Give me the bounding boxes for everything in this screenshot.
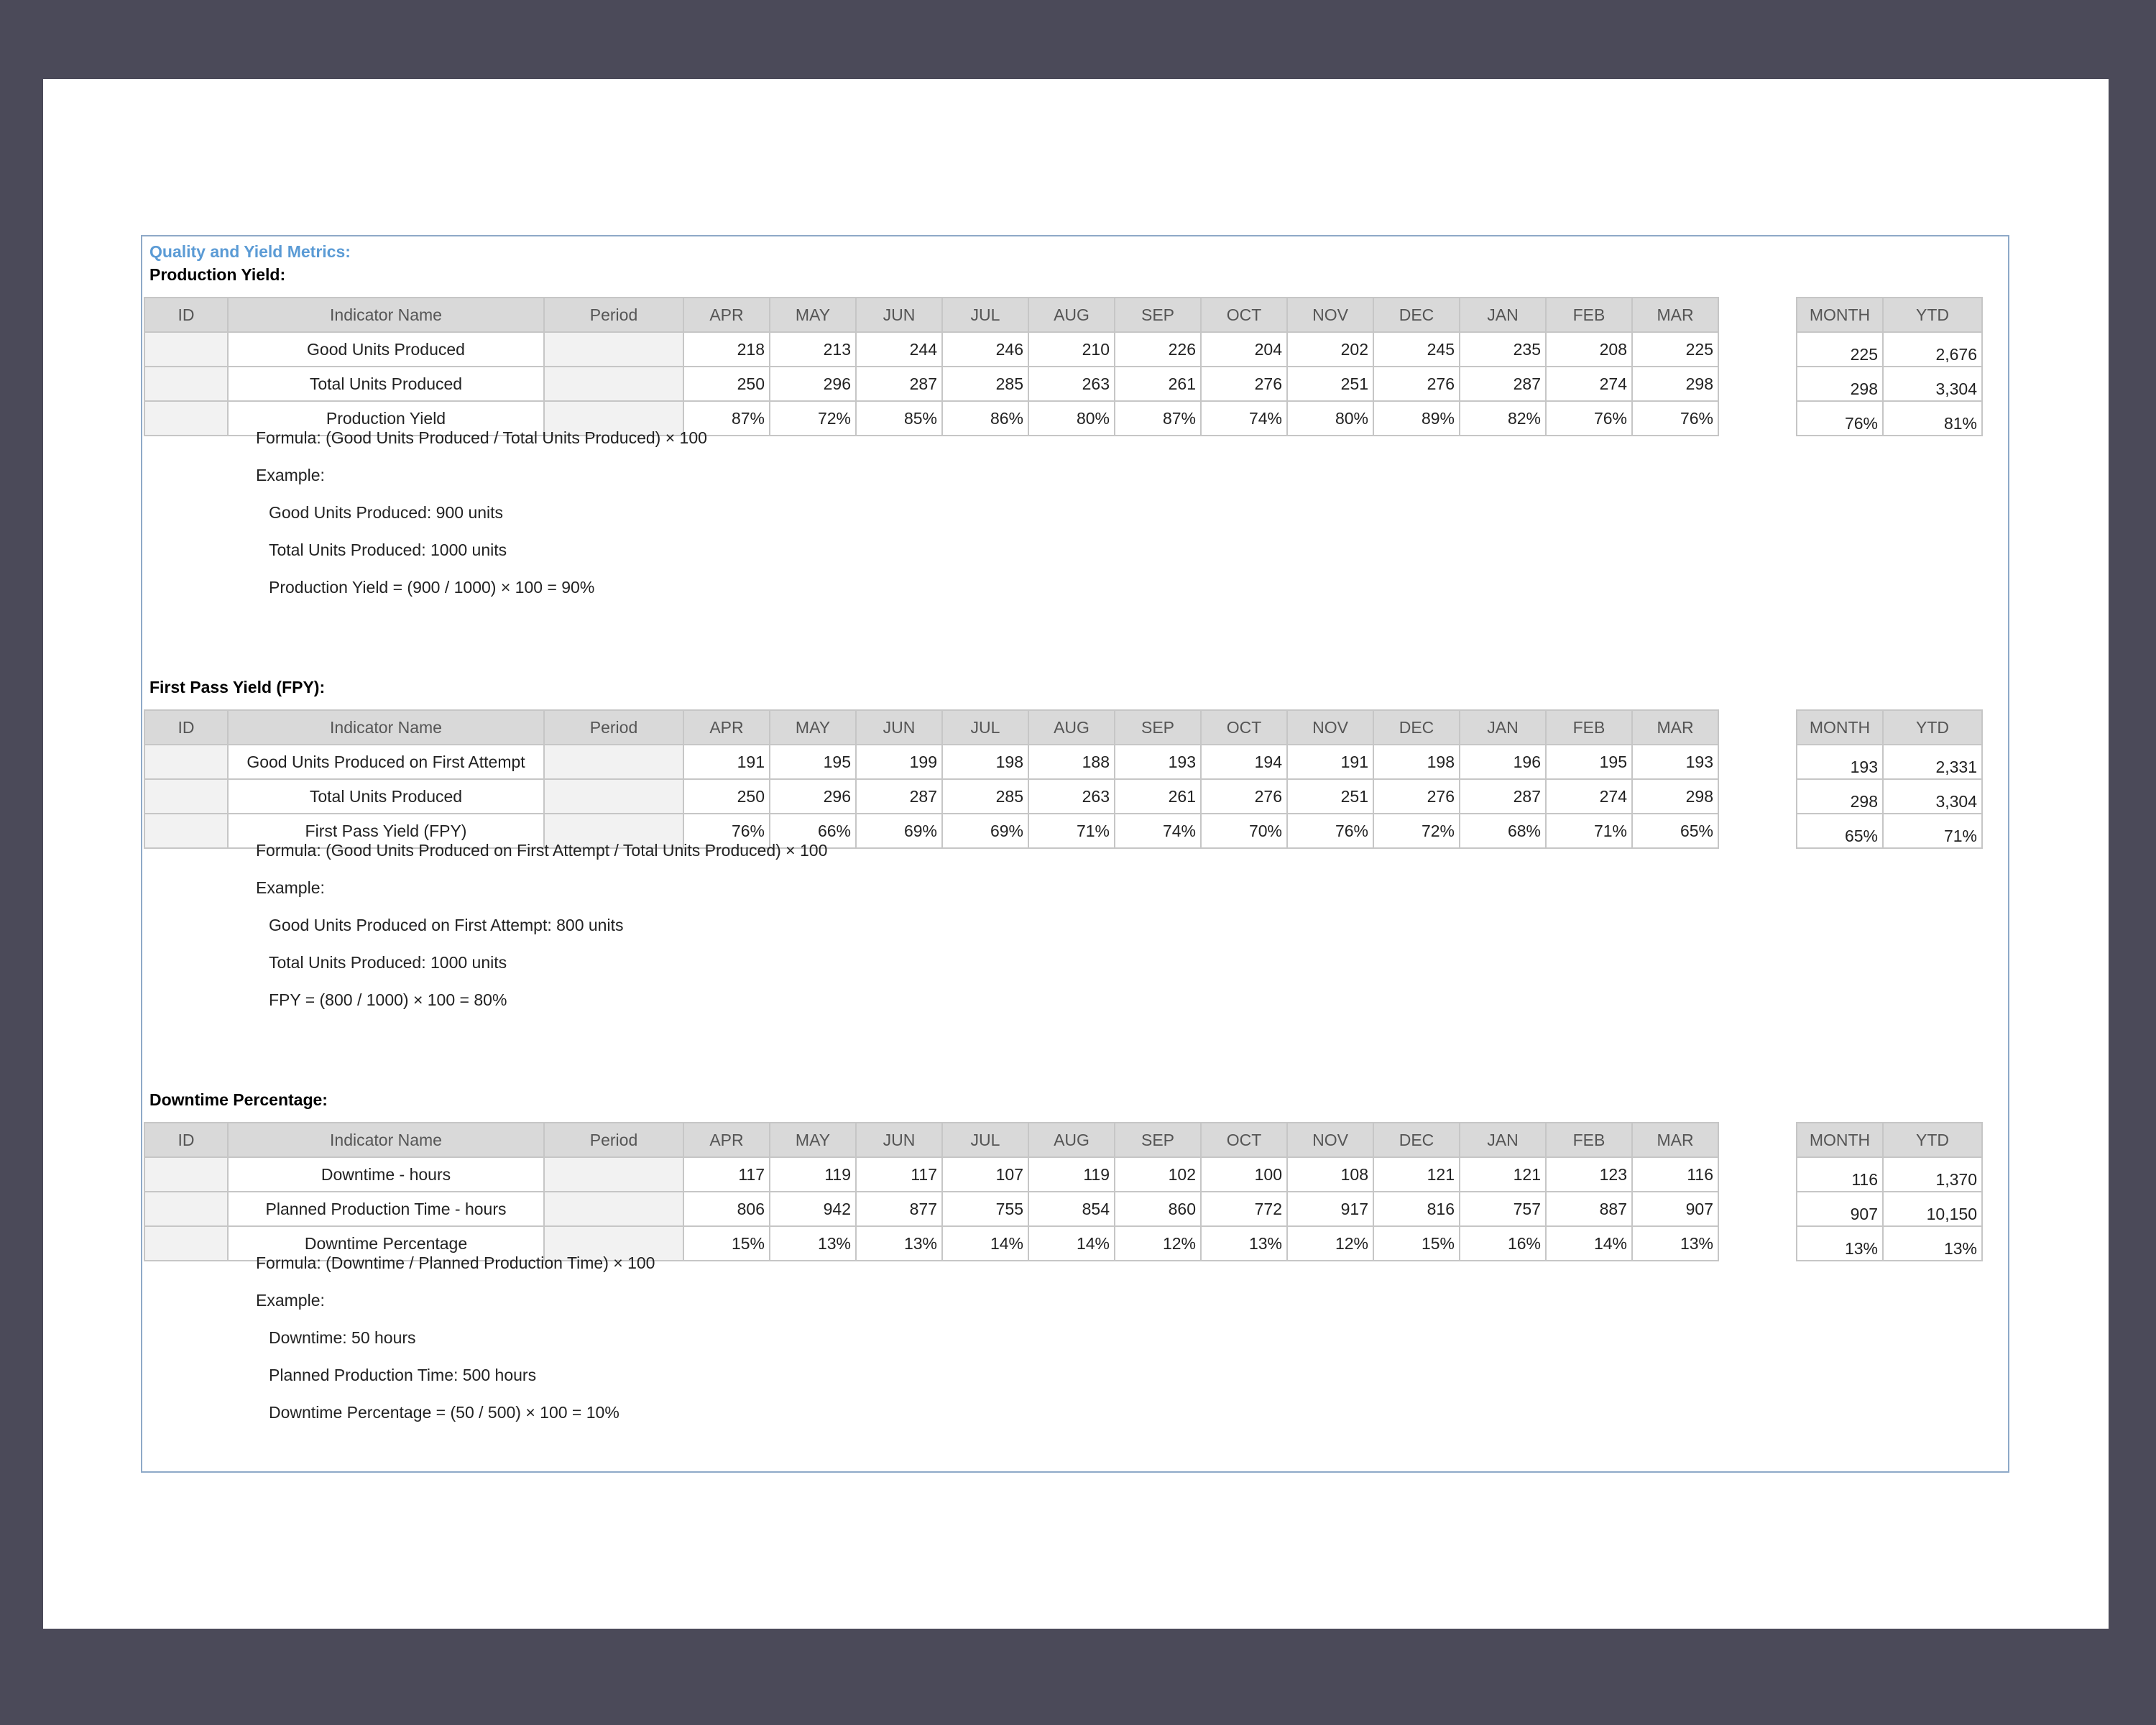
month-cell[interactable]: 76% xyxy=(1797,401,1883,436)
value-cell[interactable]: 246 xyxy=(942,332,1028,367)
header-month: AUG xyxy=(1028,1123,1115,1157)
value-cell[interactable]: 69% xyxy=(856,814,942,848)
value-cell[interactable]: 772 xyxy=(1201,1192,1287,1226)
value-cell[interactable]: 13% xyxy=(1201,1226,1287,1261)
summary-row xyxy=(1797,1192,1982,1226)
header-month: FEB xyxy=(1546,1123,1632,1157)
value-cell[interactable]: 14% xyxy=(942,1226,1028,1261)
table-row xyxy=(144,1157,1718,1192)
downtime-percentage-title: Downtime Percentage: xyxy=(149,1090,328,1109)
indicator-name-cell[interactable]: Downtime - hours xyxy=(228,1157,544,1192)
summary-header-row xyxy=(1797,710,1982,745)
period-cell[interactable] xyxy=(544,367,683,401)
document-page xyxy=(43,79,2109,1629)
header-month: JUN xyxy=(856,298,942,332)
value-cell[interactable]: 276 xyxy=(1201,779,1287,814)
value-cell[interactable]: 907 xyxy=(1632,1192,1718,1226)
ytd-cell[interactable]: 81% xyxy=(1883,401,1982,436)
header-indicator-name: Indicator Name xyxy=(228,710,544,745)
value-cell[interactable]: 194 xyxy=(1201,745,1287,779)
value-cell[interactable]: 86% xyxy=(942,401,1028,436)
summary-row xyxy=(1797,401,1982,436)
header-month: MAY xyxy=(770,1123,856,1157)
summary-header-row xyxy=(1797,1123,1982,1157)
value-cell[interactable]: 76% xyxy=(1546,401,1632,436)
header-month: MAR xyxy=(1632,710,1718,745)
header-month: APR xyxy=(683,1123,770,1157)
header-month: OCT xyxy=(1201,1123,1287,1157)
header-month: DEC xyxy=(1373,1123,1460,1157)
value-cell[interactable]: 196 xyxy=(1460,745,1546,779)
example-line: Total Units Produced: 1000 units xyxy=(269,540,507,559)
value-cell[interactable]: 191 xyxy=(683,745,770,779)
value-cell[interactable]: 14% xyxy=(1028,1226,1115,1261)
value-cell[interactable]: 74% xyxy=(1115,814,1201,848)
header-month-total: MONTH xyxy=(1797,298,1883,332)
value-cell[interactable]: 195 xyxy=(1546,745,1632,779)
example-line: FPY = (800 / 1000) × 100 = 80% xyxy=(269,990,507,1009)
header-month: SEP xyxy=(1115,1123,1201,1157)
value-cell[interactable]: 263 xyxy=(1028,779,1115,814)
header-month: OCT xyxy=(1201,298,1287,332)
value-cell[interactable]: 71% xyxy=(1028,814,1115,848)
month-cell[interactable]: 298 xyxy=(1797,779,1883,814)
value-cell[interactable]: 263 xyxy=(1028,367,1115,401)
first-pass-yield-summary-table xyxy=(1796,709,1983,849)
table-row xyxy=(144,332,1718,367)
month-cell[interactable]: 116 xyxy=(1797,1157,1883,1192)
header-month: SEP xyxy=(1115,710,1201,745)
indicator-name-cell[interactable]: Total Units Produced xyxy=(228,779,544,814)
month-cell[interactable]: 13% xyxy=(1797,1226,1883,1261)
value-cell[interactable]: 198 xyxy=(1373,745,1460,779)
header-indicator-name: Indicator Name xyxy=(228,298,544,332)
formula-text: Formula: (Downtime / Planned Production Time) × 100 xyxy=(256,1254,655,1272)
value-cell[interactable]: 116 xyxy=(1632,1157,1718,1192)
production-yield-title: Production Yield: xyxy=(149,265,286,284)
value-cell[interactable]: 89% xyxy=(1373,401,1460,436)
production-yield-table xyxy=(144,297,1719,436)
indicator-name-cell[interactable]: Production Yield xyxy=(228,401,544,436)
header-month: NOV xyxy=(1287,1123,1373,1157)
header-month: OCT xyxy=(1201,710,1287,745)
metrics-frame xyxy=(141,235,2009,1473)
header-month: NOV xyxy=(1287,710,1373,745)
header-month: JUN xyxy=(856,710,942,745)
ytd-cell[interactable]: 10,150 xyxy=(1883,1192,1982,1226)
value-cell[interactable]: 123 xyxy=(1546,1157,1632,1192)
id-cell[interactable] xyxy=(144,745,228,779)
page-title: Quality and Yield Metrics: xyxy=(149,242,351,261)
value-cell[interactable]: 287 xyxy=(856,367,942,401)
summary-row xyxy=(1797,814,1982,848)
value-cell[interactable]: 193 xyxy=(1115,745,1201,779)
table-row xyxy=(144,745,1718,779)
header-month: JAN xyxy=(1460,1123,1546,1157)
value-cell[interactable]: 15% xyxy=(683,1226,770,1261)
table-row xyxy=(144,1192,1718,1226)
ytd-cell[interactable]: 3,304 xyxy=(1883,779,1982,814)
value-cell[interactable]: 296 xyxy=(770,779,856,814)
example-label: Example: xyxy=(256,466,325,484)
value-cell[interactable]: 65% xyxy=(1632,814,1718,848)
value-cell[interactable]: 274 xyxy=(1546,779,1632,814)
value-cell[interactable]: 80% xyxy=(1028,401,1115,436)
header-month-total: MONTH xyxy=(1797,710,1883,745)
value-cell[interactable]: 942 xyxy=(770,1192,856,1226)
id-cell[interactable] xyxy=(144,1226,228,1261)
indicator-name-cell[interactable]: Downtime Percentage xyxy=(228,1226,544,1261)
value-cell[interactable]: 71% xyxy=(1546,814,1632,848)
value-cell[interactable]: 74% xyxy=(1201,401,1287,436)
value-cell[interactable]: 191 xyxy=(1287,745,1373,779)
id-cell[interactable] xyxy=(144,1157,228,1192)
value-cell[interactable]: 285 xyxy=(942,779,1028,814)
value-cell[interactable]: 13% xyxy=(770,1226,856,1261)
table-header-row xyxy=(144,710,1718,745)
downtime-percentage-summary-table xyxy=(1796,1122,1983,1261)
value-cell[interactable]: 276 xyxy=(1201,367,1287,401)
ytd-cell[interactable]: 2,676 xyxy=(1883,332,1982,367)
header-month: FEB xyxy=(1546,298,1632,332)
header-month: APR xyxy=(683,710,770,745)
value-cell[interactable]: 213 xyxy=(770,332,856,367)
value-cell[interactable]: 276 xyxy=(1373,779,1460,814)
table-row xyxy=(144,367,1718,401)
value-cell[interactable]: 117 xyxy=(856,1157,942,1192)
value-cell[interactable]: 757 xyxy=(1460,1192,1546,1226)
value-cell[interactable]: 72% xyxy=(770,401,856,436)
value-cell[interactable]: 917 xyxy=(1287,1192,1373,1226)
example-label: Example: xyxy=(256,878,325,897)
formula-text: Formula: (Good Units Produced on First Attempt / Total Units Produced) × 100 xyxy=(256,841,828,860)
value-cell[interactable]: 198 xyxy=(942,745,1028,779)
value-cell[interactable]: 235 xyxy=(1460,332,1546,367)
value-cell[interactable]: 80% xyxy=(1287,401,1373,436)
summary-header-row xyxy=(1797,298,1982,332)
header-month: JUL xyxy=(942,710,1028,745)
header-period: Period xyxy=(544,298,683,332)
value-cell[interactable]: 12% xyxy=(1115,1226,1201,1261)
value-cell[interactable]: 85% xyxy=(856,401,942,436)
value-cell[interactable]: 76% xyxy=(1632,401,1718,436)
header-month: MAY xyxy=(770,710,856,745)
example-line: Good Units Produced on First Attempt: 800 units xyxy=(269,916,624,934)
indicator-name-cell[interactable]: Planned Production Time - hours xyxy=(228,1192,544,1226)
value-cell[interactable]: 244 xyxy=(856,332,942,367)
value-cell[interactable]: 188 xyxy=(1028,745,1115,779)
indicator-name-cell[interactable]: First Pass Yield (FPY) xyxy=(228,814,544,848)
summary-row xyxy=(1797,1157,1982,1192)
month-cell[interactable]: 65% xyxy=(1797,814,1883,848)
value-cell[interactable]: 72% xyxy=(1373,814,1460,848)
header-month: JAN xyxy=(1460,298,1546,332)
summary-row xyxy=(1797,779,1982,814)
value-cell[interactable]: 208 xyxy=(1546,332,1632,367)
value-cell[interactable]: 296 xyxy=(770,367,856,401)
value-cell[interactable]: 193 xyxy=(1632,745,1718,779)
month-cell[interactable]: 907 xyxy=(1797,1192,1883,1226)
header-month: JUN xyxy=(856,1123,942,1157)
first-pass-yield-notes xyxy=(256,832,827,1018)
indicator-name-cell[interactable]: Good Units Produced on First Attempt xyxy=(228,745,544,779)
period-cell[interactable] xyxy=(544,1192,683,1226)
ytd-cell[interactable]: 71% xyxy=(1883,814,1982,848)
id-cell[interactable] xyxy=(144,1192,228,1226)
header-ytd: YTD xyxy=(1883,710,1982,745)
value-cell[interactable]: 15% xyxy=(1373,1226,1460,1261)
example-line: Good Units Produced: 900 units xyxy=(269,503,504,522)
example-label: Example: xyxy=(256,1291,325,1310)
header-month-total: MONTH xyxy=(1797,1123,1883,1157)
ytd-cell[interactable]: 2,331 xyxy=(1883,745,1982,779)
value-cell[interactable]: 261 xyxy=(1115,779,1201,814)
id-cell[interactable] xyxy=(144,367,228,401)
example-line: Total Units Produced: 1000 units xyxy=(269,953,507,972)
id-cell[interactable] xyxy=(144,332,228,367)
downtime-percentage-notes xyxy=(256,1244,655,1431)
value-cell[interactable]: 66% xyxy=(770,814,856,848)
ytd-cell[interactable]: 3,304 xyxy=(1883,367,1982,401)
value-cell[interactable]: 195 xyxy=(770,745,856,779)
summary-row xyxy=(1797,332,1982,367)
value-cell[interactable]: 274 xyxy=(1546,367,1632,401)
table-row xyxy=(144,779,1718,814)
value-cell[interactable]: 69% xyxy=(942,814,1028,848)
value-cell[interactable]: 225 xyxy=(1632,332,1718,367)
value-cell[interactable]: 204 xyxy=(1201,332,1287,367)
month-cell[interactable]: 225 xyxy=(1797,332,1883,367)
value-cell[interactable]: 76% xyxy=(1287,814,1373,848)
value-cell[interactable]: 285 xyxy=(942,367,1028,401)
value-cell[interactable]: 250 xyxy=(683,367,770,401)
header-month: DEC xyxy=(1373,298,1460,332)
value-cell[interactable]: 877 xyxy=(856,1192,942,1226)
example-line: Downtime Percentage = (50 / 500) × 100 = 10% xyxy=(269,1403,619,1422)
value-cell[interactable]: 87% xyxy=(1115,401,1201,436)
value-cell[interactable]: 199 xyxy=(856,745,942,779)
value-cell[interactable]: 13% xyxy=(856,1226,942,1261)
header-month: FEB xyxy=(1546,710,1632,745)
table-header-row xyxy=(144,298,1718,332)
header-month: MAR xyxy=(1632,1123,1718,1157)
header-period: Period xyxy=(544,1123,683,1157)
value-cell[interactable]: 251 xyxy=(1287,367,1373,401)
indicator-name-cell[interactable]: Total Units Produced xyxy=(228,367,544,401)
value-cell[interactable]: 298 xyxy=(1632,779,1718,814)
value-cell[interactable]: 755 xyxy=(942,1192,1028,1226)
id-cell[interactable] xyxy=(144,401,228,436)
period-cell[interactable] xyxy=(544,1157,683,1192)
period-cell[interactable] xyxy=(544,745,683,779)
value-cell[interactable]: 287 xyxy=(1460,367,1546,401)
value-cell[interactable]: 250 xyxy=(683,779,770,814)
summary-row xyxy=(1797,367,1982,401)
value-cell[interactable]: 14% xyxy=(1546,1226,1632,1261)
value-cell[interactable]: 108 xyxy=(1287,1157,1373,1192)
value-cell[interactable]: 12% xyxy=(1287,1226,1373,1261)
header-period: Period xyxy=(544,710,683,745)
value-cell[interactable]: 68% xyxy=(1460,814,1546,848)
summary-row xyxy=(1797,1226,1982,1261)
value-cell[interactable]: 102 xyxy=(1115,1157,1201,1192)
value-cell[interactable]: 276 xyxy=(1373,367,1460,401)
header-month: AUG xyxy=(1028,298,1115,332)
value-cell[interactable]: 218 xyxy=(683,332,770,367)
example-line: Downtime: 50 hours xyxy=(269,1328,416,1347)
header-month: JUL xyxy=(942,1123,1028,1157)
value-cell[interactable]: 70% xyxy=(1201,814,1287,848)
value-cell[interactable]: 854 xyxy=(1028,1192,1115,1226)
value-cell[interactable]: 816 xyxy=(1373,1192,1460,1226)
example-line: Planned Production Time: 500 hours xyxy=(269,1366,537,1384)
period-cell[interactable] xyxy=(544,332,683,367)
header-month: MAR xyxy=(1632,298,1718,332)
header-id: ID xyxy=(144,710,228,745)
first-pass-yield-table xyxy=(144,709,1719,849)
value-cell[interactable]: 13% xyxy=(1632,1226,1718,1261)
value-cell[interactable]: 202 xyxy=(1287,332,1373,367)
header-month: NOV xyxy=(1287,298,1373,332)
value-cell[interactable]: 251 xyxy=(1287,779,1373,814)
value-cell[interactable]: 287 xyxy=(856,779,942,814)
header-ytd: YTD xyxy=(1883,298,1982,332)
header-month: SEP xyxy=(1115,298,1201,332)
value-cell[interactable]: 119 xyxy=(1028,1157,1115,1192)
header-month: JAN xyxy=(1460,710,1546,745)
value-cell[interactable]: 119 xyxy=(770,1157,856,1192)
value-cell[interactable]: 210 xyxy=(1028,332,1115,367)
header-month: MAY xyxy=(770,298,856,332)
header-month: APR xyxy=(683,298,770,332)
formula-text: Formula: (Good Units Produced / Total Units Produced) × 100 xyxy=(256,428,707,447)
value-cell[interactable]: 121 xyxy=(1460,1157,1546,1192)
production-yield-notes xyxy=(256,419,707,606)
value-cell[interactable]: 806 xyxy=(683,1192,770,1226)
example-line: Production Yield = (900 / 1000) × 100 = 90% xyxy=(269,578,595,597)
id-cell[interactable] xyxy=(144,814,228,848)
production-yield-summary-table xyxy=(1796,297,1983,436)
indicator-name-cell[interactable]: Good Units Produced xyxy=(228,332,544,367)
table-header-row xyxy=(144,1123,1718,1157)
header-month: AUG xyxy=(1028,710,1115,745)
month-cell[interactable]: 298 xyxy=(1797,367,1883,401)
value-cell[interactable]: 245 xyxy=(1373,332,1460,367)
id-cell[interactable] xyxy=(144,779,228,814)
value-cell[interactable]: 87% xyxy=(683,401,770,436)
value-cell[interactable]: 261 xyxy=(1115,367,1201,401)
header-ytd: YTD xyxy=(1883,1123,1982,1157)
first-pass-yield-title: First Pass Yield (FPY): xyxy=(149,678,326,696)
value-cell[interactable]: 16% xyxy=(1460,1226,1546,1261)
value-cell[interactable]: 287 xyxy=(1460,779,1546,814)
period-cell[interactable] xyxy=(544,779,683,814)
header-id: ID xyxy=(144,298,228,332)
downtime-percentage-table xyxy=(144,1122,1719,1261)
month-cell[interactable]: 193 xyxy=(1797,745,1883,779)
summary-row xyxy=(1797,745,1982,779)
value-cell[interactable]: 117 xyxy=(683,1157,770,1192)
value-cell[interactable]: 887 xyxy=(1546,1192,1632,1226)
value-cell[interactable]: 107 xyxy=(942,1157,1028,1192)
value-cell[interactable]: 298 xyxy=(1632,367,1718,401)
value-cell[interactable]: 226 xyxy=(1115,332,1201,367)
header-month: DEC xyxy=(1373,710,1460,745)
ytd-cell[interactable]: 1,370 xyxy=(1883,1157,1982,1192)
value-cell[interactable]: 100 xyxy=(1201,1157,1287,1192)
value-cell[interactable]: 82% xyxy=(1460,401,1546,436)
header-indicator-name: Indicator Name xyxy=(228,1123,544,1157)
value-cell[interactable]: 121 xyxy=(1373,1157,1460,1192)
header-id: ID xyxy=(144,1123,228,1157)
header-month: JUL xyxy=(942,298,1028,332)
value-cell[interactable]: 76% xyxy=(683,814,770,848)
ytd-cell[interactable]: 13% xyxy=(1883,1226,1982,1261)
value-cell[interactable]: 860 xyxy=(1115,1192,1201,1226)
